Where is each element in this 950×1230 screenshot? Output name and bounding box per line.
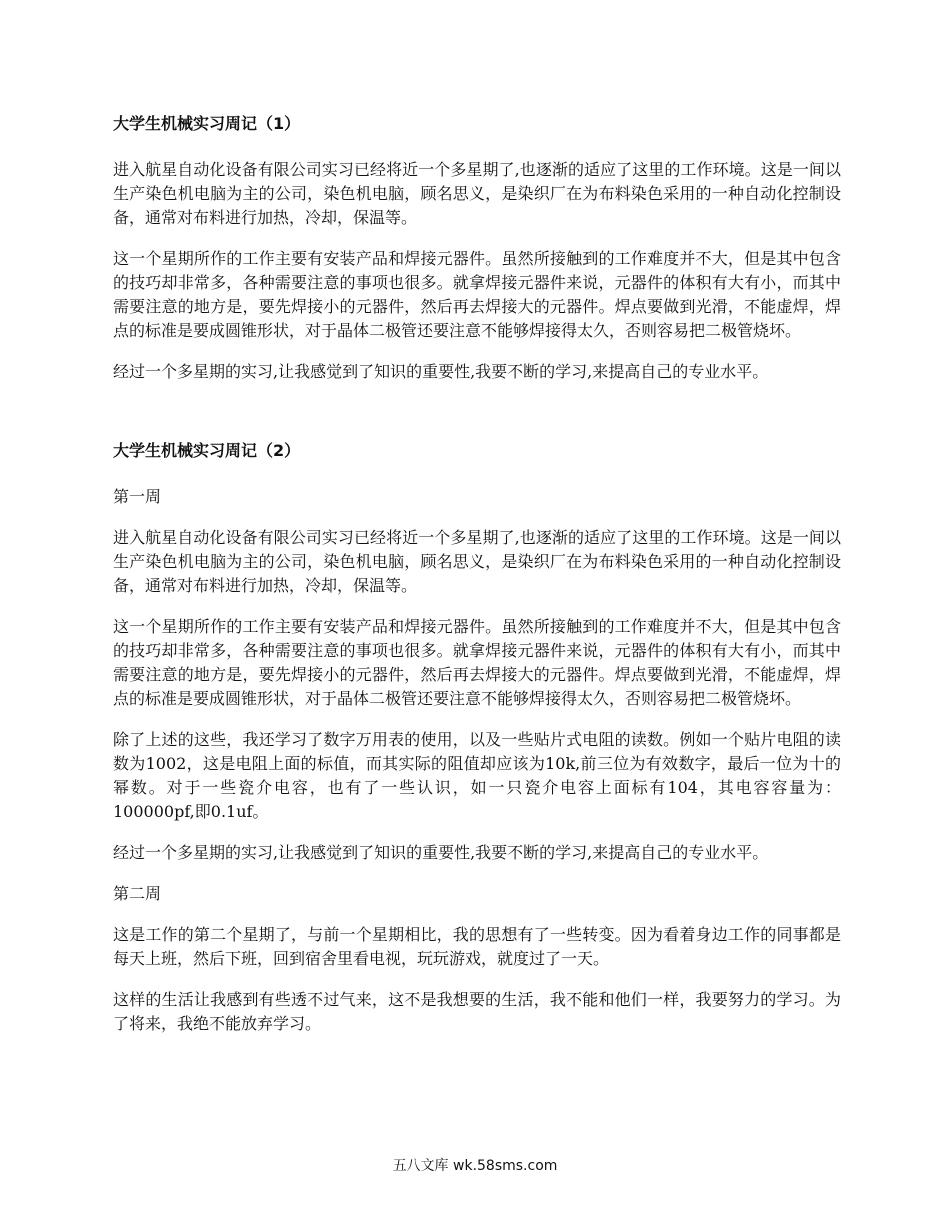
section-spacer [113,401,841,439]
footer-watermark: 五八文库 wk.58sms.com [392,1158,558,1174]
document-body [113,112,841,1053]
section-2 [113,439,841,1036]
week-heading: 第二周 [113,884,162,903]
paragraph: 这一个星期所作的工作主要有安装产品和焊接元器件。虽然所接触到的工作难度并不大，但是其中包含的技巧却非常多，各种需要注意的事项也很多。就拿焊接元器件来说，元器件的体积有大有小，而其中需要注意的地方是，要先焊接小的元器件，然后再去焊接大的元器件。焊点要做到光滑，不能虚焊，焊点的标准是要成圆锥形状，对于晶体二极管还要注意不能够焊接得太久，否则容易把二极管烧坏。 [113,249,841,340]
paragraph: 这是工作的第二个星期了，与前一个星期相比，我的思想有了一些转变。因为看着身边工作的同事都是每天上班，然后下班，回到宿舍里看电视，玩玩游戏，就度过了一天。 [113,925,841,968]
paragraph: 经过一个多星期的实习,让我感觉到了知识的重要性,我要不断的学习,来提高自己的专业水平。 [113,362,769,381]
paragraph: 除了上述的这些，我还学习了数字万用表的使用，以及一些贴片式电阻的读数。例如一个贴片电阻的读数为1002，这是电阻上面的标值，而其实际的阻值却应该为10k,前三位为有效数字，最后一位为十的幂数。对于一些瓷介电容，也有了一些认识，如一只瓷介电容上面标有104，其电容容量为：100000pf,即0.1uf。 [113,730,841,821]
paragraph: 进入航星自动化设备有限公司实习已经将近一个多星期了,也逐渐的适应了这里的工作环境。这是一间以生产染色机电脑为主的公司，染色机电脑，顾名思义，是染织厂在为布料染色采用的一种自动化控制设备，通常对布料进行加热，冷却，保温等。 [113,160,841,227]
section-title: 大学生机械实习周记（2） [113,441,301,460]
paragraph: 进入航星自动化设备有限公司实习已经将近一个多星期了,也逐渐的适应了这里的工作环境。这是一间以生产染色机电脑为主的公司，染色机电脑，顾名思义，是染织厂在为布料染色采用的一种自动化控制设备，通常对布料进行加热，冷却，保温等。 [113,528,841,595]
paragraph: 这样的生活让我感到有些透不过气来，这不是我想要的生活，我不能和他们一样，我要努力的学习。为了将来，我绝不能放弃学习。 [113,990,841,1033]
section-1 [113,112,841,384]
paragraph: 这一个星期所作的工作主要有安装产品和焊接元器件。虽然所接触到的工作难度并不大，但是其中包含的技巧却非常多，各种需要注意的事项也很多。就拿焊接元器件来说，元器件的体积有大有小，而其中需要注意的地方是，要先焊接小的元器件，然后再去焊接大的元器件。焊点要做到光滑，不能虚焊，焊点的标准是要成圆锥形状，对于晶体二极管还要注意不能够焊接得太久，否则容易把二极管烧坏。 [113,617,841,708]
section-title: 大学生机械实习周记（1） [113,114,301,133]
week-heading: 第一周 [113,487,162,506]
paragraph: 经过一个多星期的实习,让我感觉到了知识的重要性,我要不断的学习,来提高自己的专业水平。 [113,843,769,862]
